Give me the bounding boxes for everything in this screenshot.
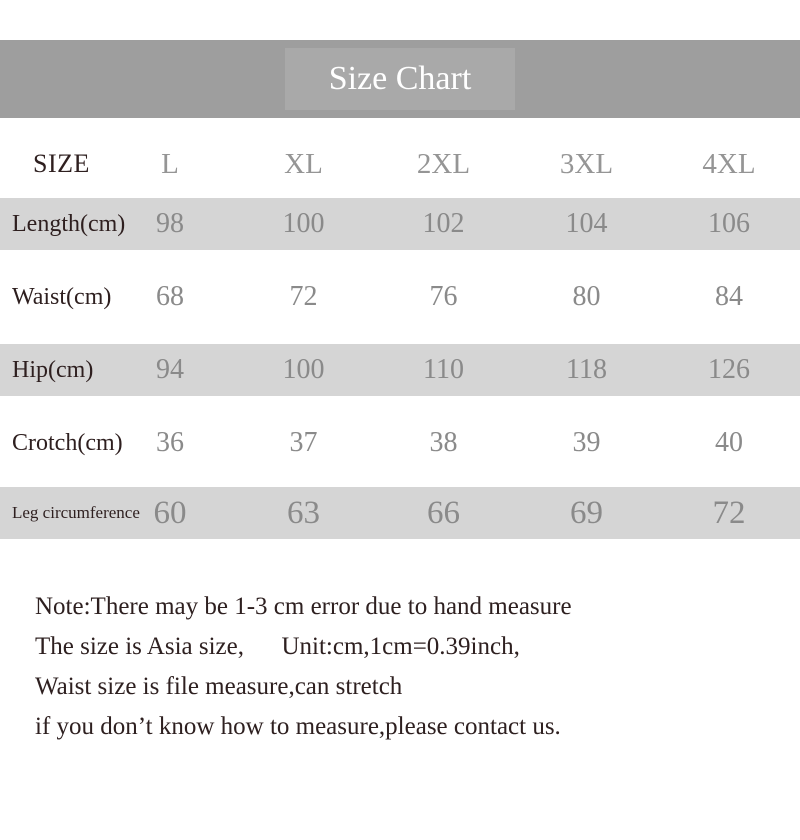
value-cell: 84 [715, 281, 743, 312]
table-row [0, 271, 800, 323]
value-cell: 100 [282, 208, 325, 239]
column-header-3xl: 3XL [559, 147, 614, 180]
column-header-xl: XL [284, 147, 323, 180]
column-header-l: L [161, 147, 179, 180]
value-cell: 72 [712, 494, 746, 531]
value-cell: 94 [156, 354, 184, 385]
table-row [0, 344, 800, 396]
value-cell: 118 [566, 354, 607, 385]
size-table [0, 136, 800, 539]
row-label: Hip(cm) [12, 356, 94, 383]
value-cell: 126 [708, 354, 750, 385]
value-cell: 110 [423, 354, 464, 385]
note-line: The size is Asia size, Unit:cm,1cm=0.39inch, [35, 633, 520, 660]
table-row [0, 487, 800, 539]
note-line: Note:There may be 1-3 cm error due to hand measure [35, 593, 572, 620]
value-cell: 104 [565, 208, 608, 239]
table-row [0, 198, 800, 250]
value-cell: 38 [429, 427, 458, 458]
row-label: Crotch(cm) [12, 429, 123, 456]
note-line: if you don’t know how to measure,please contact us. [35, 713, 561, 740]
value-cell: 60 [153, 494, 187, 531]
value-cell: 63 [287, 494, 320, 531]
value-cell: 72 [289, 281, 318, 312]
column-header-4xl: 4XL [702, 147, 756, 180]
column-header-size: SIZE [33, 149, 90, 178]
value-cell: 98 [156, 208, 184, 239]
value-cell: 102 [422, 208, 465, 239]
table-row [0, 417, 800, 469]
notes [0, 587, 800, 747]
value-cell: 76 [429, 281, 458, 312]
value-cell: 80 [572, 281, 601, 312]
title-banner [0, 40, 800, 118]
note-line: Waist size is file measure,can stretch [35, 673, 403, 700]
value-cell: 66 [427, 494, 460, 531]
value-cell: 37 [289, 427, 318, 458]
title-box [285, 48, 515, 110]
row-label: Leg circumference [12, 503, 140, 522]
page-title: Size Chart [328, 60, 472, 97]
row-label: Length(cm) [12, 210, 126, 237]
value-cell: 100 [282, 354, 325, 385]
value-cell: 106 [708, 208, 750, 239]
row-label: Waist(cm) [12, 283, 112, 310]
table-header-row [0, 136, 800, 192]
value-cell: 68 [156, 281, 184, 312]
table-body [0, 198, 800, 539]
value-cell: 40 [715, 427, 743, 458]
value-cell: 36 [156, 427, 184, 458]
value-cell: 39 [572, 427, 601, 458]
value-cell: 69 [570, 494, 603, 531]
column-header-2xl: 2XL [416, 147, 471, 180]
